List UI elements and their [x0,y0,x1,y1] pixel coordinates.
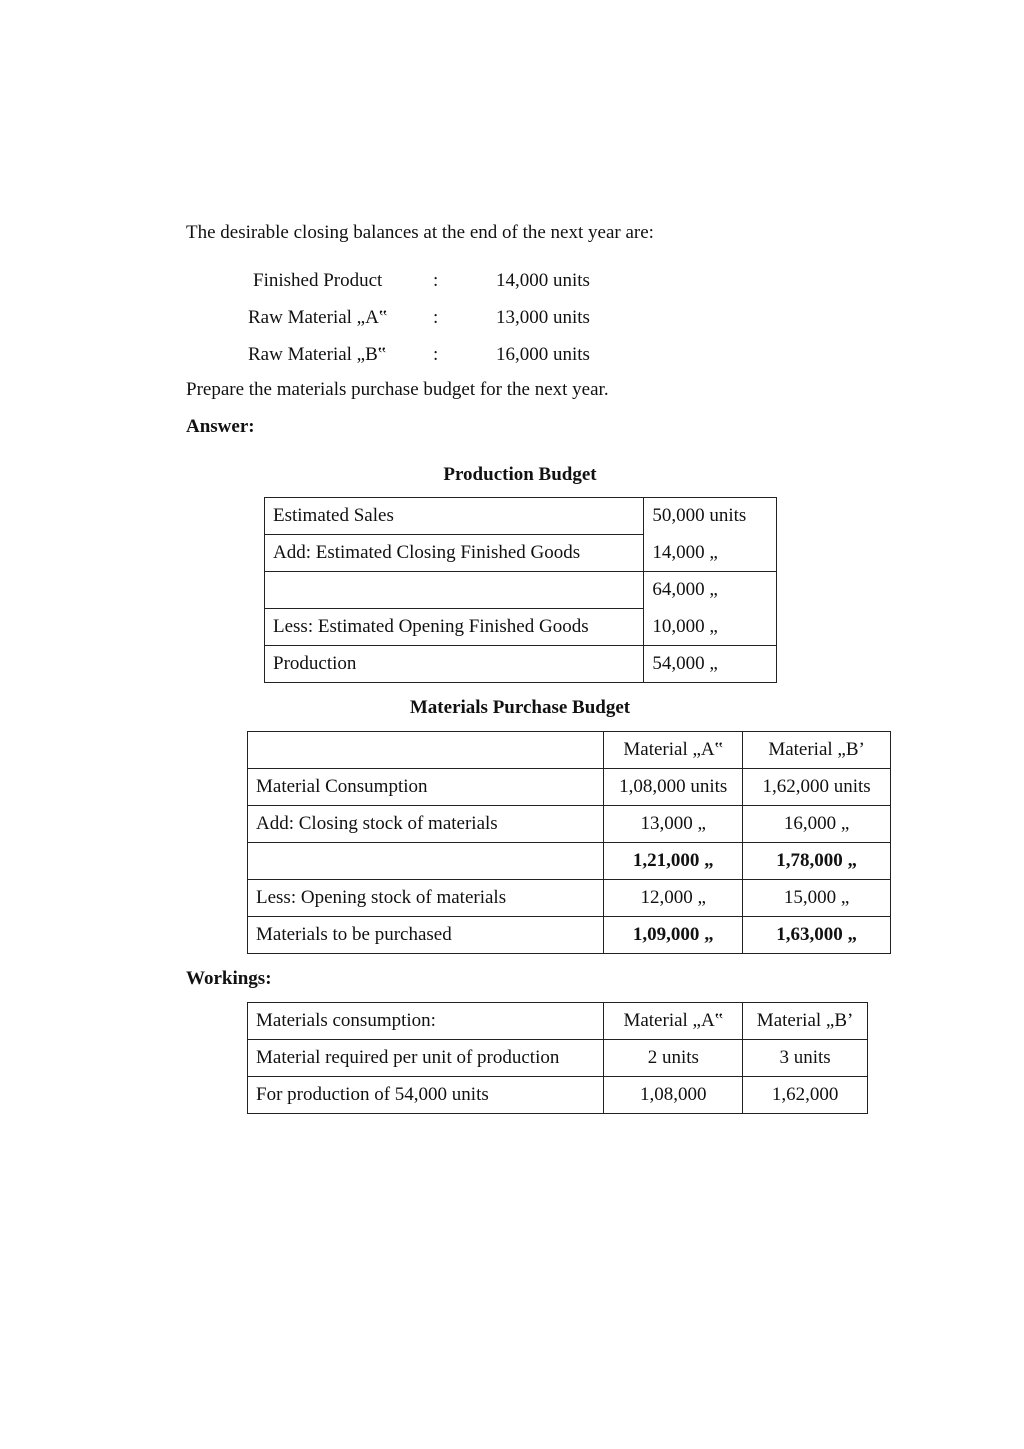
table-row [248,769,891,806]
production-budget-table [264,497,777,683]
balance-separator: : [433,270,439,291]
table-row [265,498,777,535]
row-value: 50,000 units [644,498,777,535]
material-b-value: 1,62,000 [743,1077,868,1114]
balance-label: Finished Product [253,270,383,291]
material-a-value: 13,000 „ [604,806,743,843]
row-label: Materials to be purchased [248,917,604,954]
table-row [248,806,891,843]
row-label [265,572,644,609]
header-material-b: Material „B’ [743,732,891,769]
material-b-value: 16,000 „ [743,806,891,843]
header-material-a: Material „A‟ [604,1003,743,1040]
material-a-value: 1,08,000 [604,1077,743,1114]
material-b-value: 1,62,000 units [743,769,891,806]
table-header-row [248,1003,868,1040]
material-a-value: 1,08,000 units [604,769,743,806]
table-row [265,572,777,609]
header-material-b: Material „B’ [743,1003,868,1040]
row-value: 54,000 „ [644,646,777,683]
table-row [265,609,777,646]
header-label [248,732,604,769]
row-value: 10,000 „ [644,609,777,646]
materials-purchase-budget-title: Materials Purchase Budget [409,697,631,718]
table-row [248,1077,868,1114]
balance-separator: : [433,344,439,365]
row-label [248,843,604,880]
row-label: Production [265,646,644,683]
material-a-value: 1,09,000 „ [604,917,743,954]
balance-label: Raw Material „B‟ [248,344,387,365]
table-header-row [248,732,891,769]
row-label: Less: Opening stock of materials [248,880,604,917]
row-label: Add: Estimated Closing Finished Goods [265,535,644,572]
table-row [248,917,891,954]
material-b-value: 15,000 „ [743,880,891,917]
table-row [265,535,777,572]
row-label: For production of 54,000 units [248,1077,604,1114]
material-a-value: 2 units [604,1040,743,1077]
row-value: 64,000 „ [644,572,777,609]
balance-value: 16,000 units [496,344,590,365]
row-label: Material required per unit of production [248,1040,604,1077]
balance-value: 13,000 units [496,307,590,328]
table-row [248,843,891,880]
intro-text: The desirable closing balances at the end of the next year are: [186,222,654,243]
material-a-value: 12,000 „ [604,880,743,917]
workings-table [247,1002,868,1114]
row-label: Material Consumption [248,769,604,806]
material-b-value: 1,63,000 „ [743,917,891,954]
material-a-value: 1,21,000 „ [604,843,743,880]
table-row [265,646,777,683]
header-material-a: Material „A‟ [604,732,743,769]
instruction-text: Prepare the materials purchase budget for the next year. [186,379,609,400]
row-label: Less: Estimated Opening Finished Goods [265,609,644,646]
row-label: Estimated Sales [265,498,644,535]
row-value: 14,000 „ [644,535,777,572]
workings-heading: Workings: [186,968,272,989]
table-row [248,880,891,917]
balance-label: Raw Material „A‟ [248,307,388,328]
answer-heading: Answer: [186,416,255,437]
balance-separator: : [433,307,439,328]
production-budget-title: Production Budget [443,464,597,485]
materials-purchase-budget-table [247,731,891,954]
balance-value: 14,000 units [496,270,590,291]
table-row [248,1040,868,1077]
material-b-value: 1,78,000 „ [743,843,891,880]
row-label: Add: Closing stock of materials [248,806,604,843]
material-b-value: 3 units [743,1040,868,1077]
header-label: Materials consumption: [248,1003,604,1040]
